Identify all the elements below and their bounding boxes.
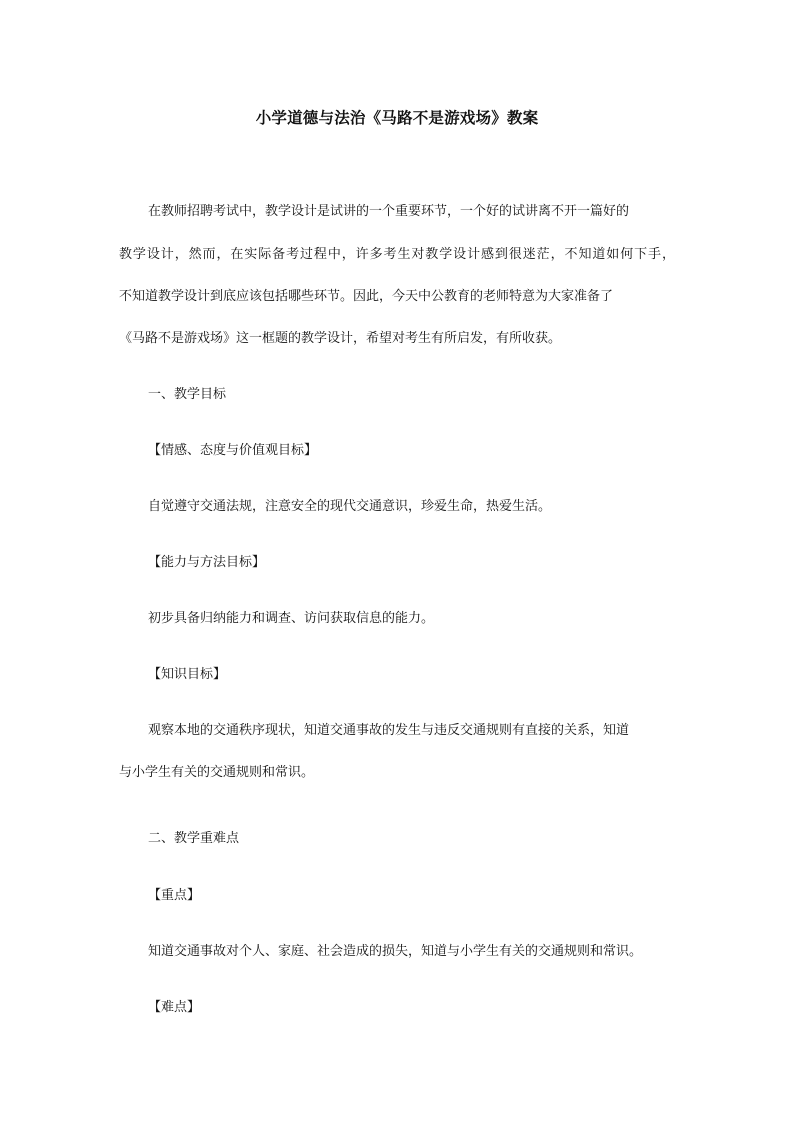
goal-knowledge-label: 【知识目标】 xyxy=(148,667,227,682)
intro-line-3: 不知道教学设计到底应该包括哪些环节。因此，今天中公教育的老师特意为大家准备了 xyxy=(119,289,614,304)
goal-emotion-label: 【情感、态度与价值观目标】 xyxy=(148,443,318,458)
goal-ability-label: 【能力与方法目标】 xyxy=(148,555,266,570)
intro-line-2: 教学设计，然而，在实际备考过程中，许多考生对教学设计感到很迷茫，不知道如何下手， xyxy=(119,247,675,262)
intro-line-4: 《马路不是游戏场》这一框题的教学设计，希望对考生有所启发，有所收获。 xyxy=(119,331,562,346)
difficult-point-label: 【难点】 xyxy=(148,1000,201,1015)
goal-ability-text: 初步具备归纳能力和调查、访问获取信息的能力。 xyxy=(148,611,435,626)
intro-line-1: 在教师招聘考试中，教学设计是试讲的一个重要环节，一个好的试讲离不开一篇好的 xyxy=(148,204,630,219)
key-point-text: 知道交通事故对个人、家庭、社会造成的损失，知道与小学生有关的交通规则和常识。 xyxy=(148,944,643,959)
goal-emotion-text: 自觉遵守交通法规，注意安全的现代交通意识，珍爱生命，热爱生活。 xyxy=(148,499,552,514)
section-heading-objectives: 一、教学目标 xyxy=(148,387,227,402)
document-title: 小学道德与法治《马路不是游戏场》教案 xyxy=(255,109,539,127)
goal-knowledge-text-line-1: 观察本地的交通秩序现状，知道交通事故的发生与违反交通规则有直接的关系，知道 xyxy=(148,723,630,738)
key-point-label: 【重点】 xyxy=(148,888,201,903)
section-heading-key-difficult: 二、教学重难点 xyxy=(148,831,240,846)
goal-knowledge-text-line-2: 与小学生有关的交通规则和常识。 xyxy=(119,765,315,780)
